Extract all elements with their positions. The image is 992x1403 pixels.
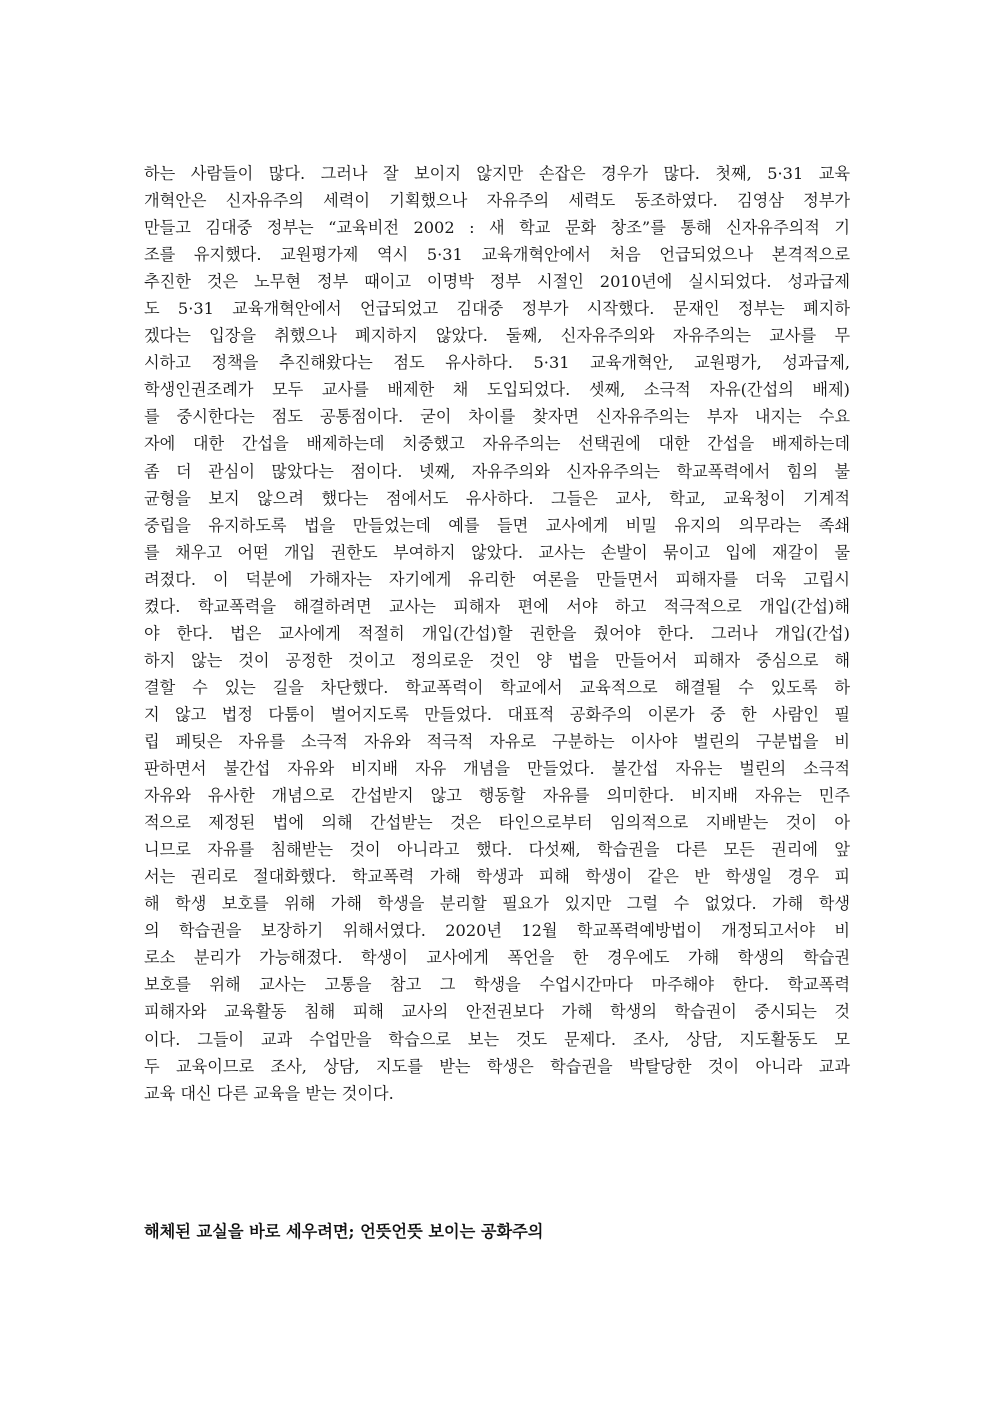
paragraph-line: 조를 유지했다. 교원평가제 역시 5·31 교육개혁안에서 처음 언급되었으나 본격적으로 xyxy=(144,245,850,265)
paragraph-line: 립 페팃은 자유를 소극적 자유와 적극적 자유로 구분하는 이사야 벌린의 구분법을 비 xyxy=(144,731,850,751)
paragraph-line: 만들고 김대중 정부는 “교육비전 2002 : 새 학교 문화 창조”를 통해 신자유주의적 기 xyxy=(144,218,850,238)
paragraph-line: 서는 권리로 절대화했다. 학교폭력 가해 학생과 피해 학생이 같은 반 학생일 경우 피 xyxy=(144,867,850,887)
paragraph-line: 지 않고 법정 다툼이 벌어지도록 만들었다. 대표적 공화주의 이론가 중 한 사람인 필 xyxy=(144,704,850,724)
paragraph-line: 교육 대신 다른 교육을 받는 것이다. xyxy=(144,1083,394,1103)
paragraph-line: 켰다. 학교폭력을 해결하려면 교사는 피해자 편에 서야 하고 적극적으로 개입(간섭)해 xyxy=(144,596,850,616)
section-heading: 해체된 교실을 바로 세우려면; 언뜻언뜻 보이는 공화주의 xyxy=(144,1222,544,1241)
paragraph-line: 적으로 제정된 법에 의해 간섭받는 것은 타인으로부터 임의적으로 지배받는 것이 아 xyxy=(144,813,850,833)
paragraph-line: 두 교육이므로 조사, 상담, 지도를 받는 학생은 학습권을 박탈당한 것이 아니라 교과 xyxy=(144,1056,850,1076)
paragraph-line: 를 채우고 어떤 개입 권한도 부여하지 않았다. 교사는 손발이 묶이고 입에 재갈이 물 xyxy=(144,542,850,562)
paragraph-line: 이다. 그들이 교과 수업만을 학습으로 보는 것도 문제다. 조사, 상담, 지도활동도 모 xyxy=(144,1029,850,1049)
paragraph-line: 균형을 보지 않으려 했다는 점에서도 유사하다. 그들은 교사, 학교, 교육청이 기계적 xyxy=(144,488,850,508)
paragraph-line: 로소 분리가 가능해졌다. 학생이 교사에게 폭언을 한 경우에도 가해 학생의 학습권 xyxy=(144,948,850,968)
paragraph-line: 를 중시한다는 점도 공통점이다. 굳이 차이를 찾자면 신자유주의는 부자 내지는 수요 xyxy=(144,407,850,427)
paragraph-line: 추진한 것은 노무현 정부 때이고 이명박 정부 시절인 2010년에 실시되었다. 성과급제 xyxy=(144,272,850,292)
paragraph-line: 니므로 자유를 침해받는 것이 아니라고 했다. 다섯째, 학습권을 다른 모든 권리에 앞 xyxy=(144,840,850,860)
paragraph-line: 학생인권조례가 모두 교사를 배제한 채 도입되었다. 셋째, 소극적 자유(간섭의 배제) xyxy=(144,380,850,400)
paragraph-line: 자유와 유사한 개념으로 간섭받지 않고 행동할 자유를 의미한다. 비지배 자유는 민주 xyxy=(144,786,850,806)
paragraph-line: 보호를 위해 교사는 고통을 참고 그 학생을 수업시간마다 마주해야 한다. 학교폭력 xyxy=(144,975,850,995)
paragraph-line: 좀 더 관심이 많았다는 점이다. 넷째, 자유주의와 신자유주의는 학교폭력에서 힘의 불 xyxy=(144,461,850,481)
paragraph-line: 판하면서 불간섭 자유와 비지배 자유 개념을 만들었다. 불간섭 자유는 벌린의 소극적 xyxy=(144,759,850,779)
paragraph-line: 해 학생 보호를 위해 가해 학생을 분리할 필요가 있지만 그럴 수 없었다. 가해 학생 xyxy=(144,894,850,914)
body-paragraph xyxy=(144,160,850,1107)
paragraph-line: 의 학습권을 보장하기 위해서였다. 2020년 12월 학교폭력예방법이 개정되고서야 비 xyxy=(144,921,850,941)
paragraph-line: 중립을 유지하도록 법을 만들었는데 예를 들면 교사에게 비밀 유지의 의무라는 족쇄 xyxy=(144,515,850,535)
paragraph-line: 려졌다. 이 덕분에 가해자는 자기에게 유리한 여론을 만들면서 피해자를 더욱 고립시 xyxy=(144,569,850,589)
paragraph-line: 개혁안은 신자유주의 세력이 기획했으나 자유주의 세력도 동조하였다. 김영삼 정부가 xyxy=(144,191,850,211)
paragraph-line: 시하고 정책을 추진해왔다는 점도 유사하다. 5·31 교육개혁안, 교원평가, 성과급제, xyxy=(144,353,850,373)
paragraph-line: 도 5·31 교육개혁안에서 언급되었고 김대중 정부가 시작했다. 문재인 정부는 폐지하 xyxy=(144,299,850,319)
paragraph-line: 야 한다. 법은 교사에게 적절히 개입(간섭)할 권한을 줬어야 한다. 그러나 개입(간섭) xyxy=(144,623,850,643)
paragraph-line: 결할 수 있는 길을 차단했다. 학교폭력이 학교에서 교육적으로 해결될 수 있도록 하 xyxy=(144,677,850,697)
paragraph-line: 피해자와 교육활동 침해 피해 교사의 안전권보다 가해 학생의 학습권이 중시되는 것 xyxy=(144,1002,850,1022)
paragraph-line: 하지 않는 것이 공정한 것이고 정의로운 것인 양 법을 만들어서 피해자 중심으로 해 xyxy=(144,650,850,670)
paragraph-line: 자에 대한 간섭을 배제하는데 치중했고 자유주의는 선택권에 대한 간섭을 배제하는데 xyxy=(144,434,850,454)
paragraph-line: 겠다는 입장을 취했으나 폐지하지 않았다. 둘째, 신자유주의와 자유주의는 교사를 무 xyxy=(144,326,850,346)
paragraph-line: 하는 사람들이 많다. 그러나 잘 보이지 않지만 손잡은 경우가 많다. 첫째, 5·31 교육 xyxy=(144,164,850,183)
